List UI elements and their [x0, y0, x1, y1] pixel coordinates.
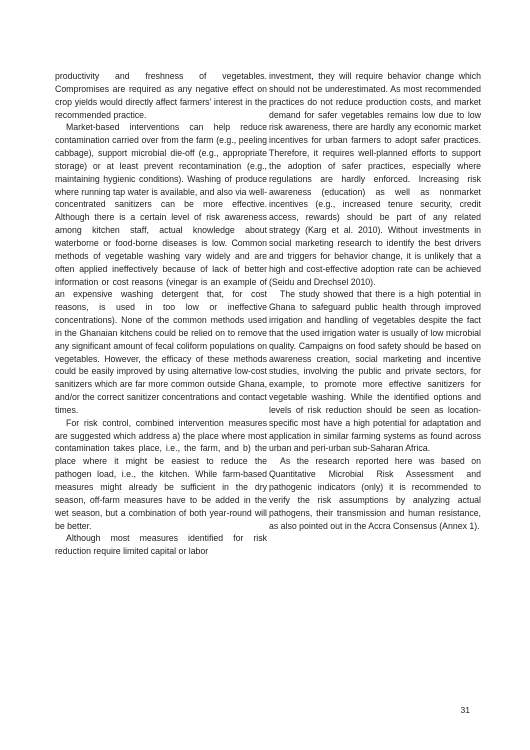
paragraph: The study showed that there is a high potential in Ghana to safeguard public health through improved irrigation and handling of vegetables despite the fact that the used irrigation water is usually of low microbial quality. Campaigns on food safety should be based on awareness creation, social marketing and incentive studies, involving the public and private sectors, for example, to promote more effective sanitizers for vegetable washing. While the identified options and levels of risk reduction should be seen as location-specific most have a high potential for adaptation and application in similar farming systems as found across urban and peri-urban sub-Saharan Africa. [269, 289, 481, 454]
paragraph: Although most measures identified for risk reduction require limited capital or labor [55, 533, 267, 557]
paragraph: As the research reported here was based on Quantitative Microbial Risk Assessment and pathogenic indicators (only) it is recommended to verify the risk assumptions by analyzing actual pathogens, their transmission and human resistance, as also pointed out in the Accra Consensus (Annex 1). [269, 456, 481, 531]
left-text-column [55, 70, 267, 558]
paragraph: Market-based interventions can help reduce contamination carried over from the farm (e.g., peeling cabbage), support microbial die-off (e.g., appropriate storage) or at least prevent recontamination (e.g., maintaining hygienic conditions). Washing of produce where running tap water is available, and also via well-concentrated sanitizers can be more effective. Although there is a certain level of risk awareness among kitchen staff, actual knowledge about waterborne or food-borne diseases is low. Common methods of vegetable washing vary widely and are often applied ineffectively because of lack of better information or cost reasons (vinegar is an example of an expensive washing detergent that, for cost reasons, is used in too low or ineffective concentrations). None of the common methods used in the Ghanaian kitchens could be relied on to remove any significant amount of fecal coliform populations on vegetables. However, the efficacy of these methods could be easily improved by using alternative low-cost sanitizers which are far more common outside Ghana, and/or the correct sanitizer concentrations and contact times. [55, 122, 267, 415]
page-number: 31 [460, 705, 470, 715]
paragraph: investment, they will require behavior change which should not be underestimated. As most recommended practices do not reduce production costs, and market demand for safer vegetables remains low due to low risk awareness, there are hardly any economic market incentives for urban farmers to adopt safer practices. Therefore, it requires well-planned efforts to support the adoption of safer practices, especially where regulations are hardly enforced. Increasing risk awareness (education) as well as nonmarket incentives (e.g., increased tenure security, credit access, rewards) should be part of any related strategy (Karg et al. 2010). Without investments in social marketing research to identify the best drivers and triggers for behavior change, it is unlikely that a high and cost-effective adoption rate can be achieved (Seidu and Drechsel 2010). [269, 71, 481, 287]
paragraph: For risk control, combined intervention measures are suggested which address a) the place where most contamination takes place, i.e., the farm, and b) the place where it might be easiest to reduce the pathogen load, i.e., the kitchen. While farm-based measures might already be sufficient in the dry season, off-farm measures have to be added in the wet season, but a combination of both year-round will be better. [55, 417, 267, 531]
paragraph: productivity and freshness of vegetables. Compromises are required as any negative effect on crop yields would directly affect farmers' interest in the recommended practice. [55, 71, 267, 120]
right-text-column [269, 70, 481, 532]
